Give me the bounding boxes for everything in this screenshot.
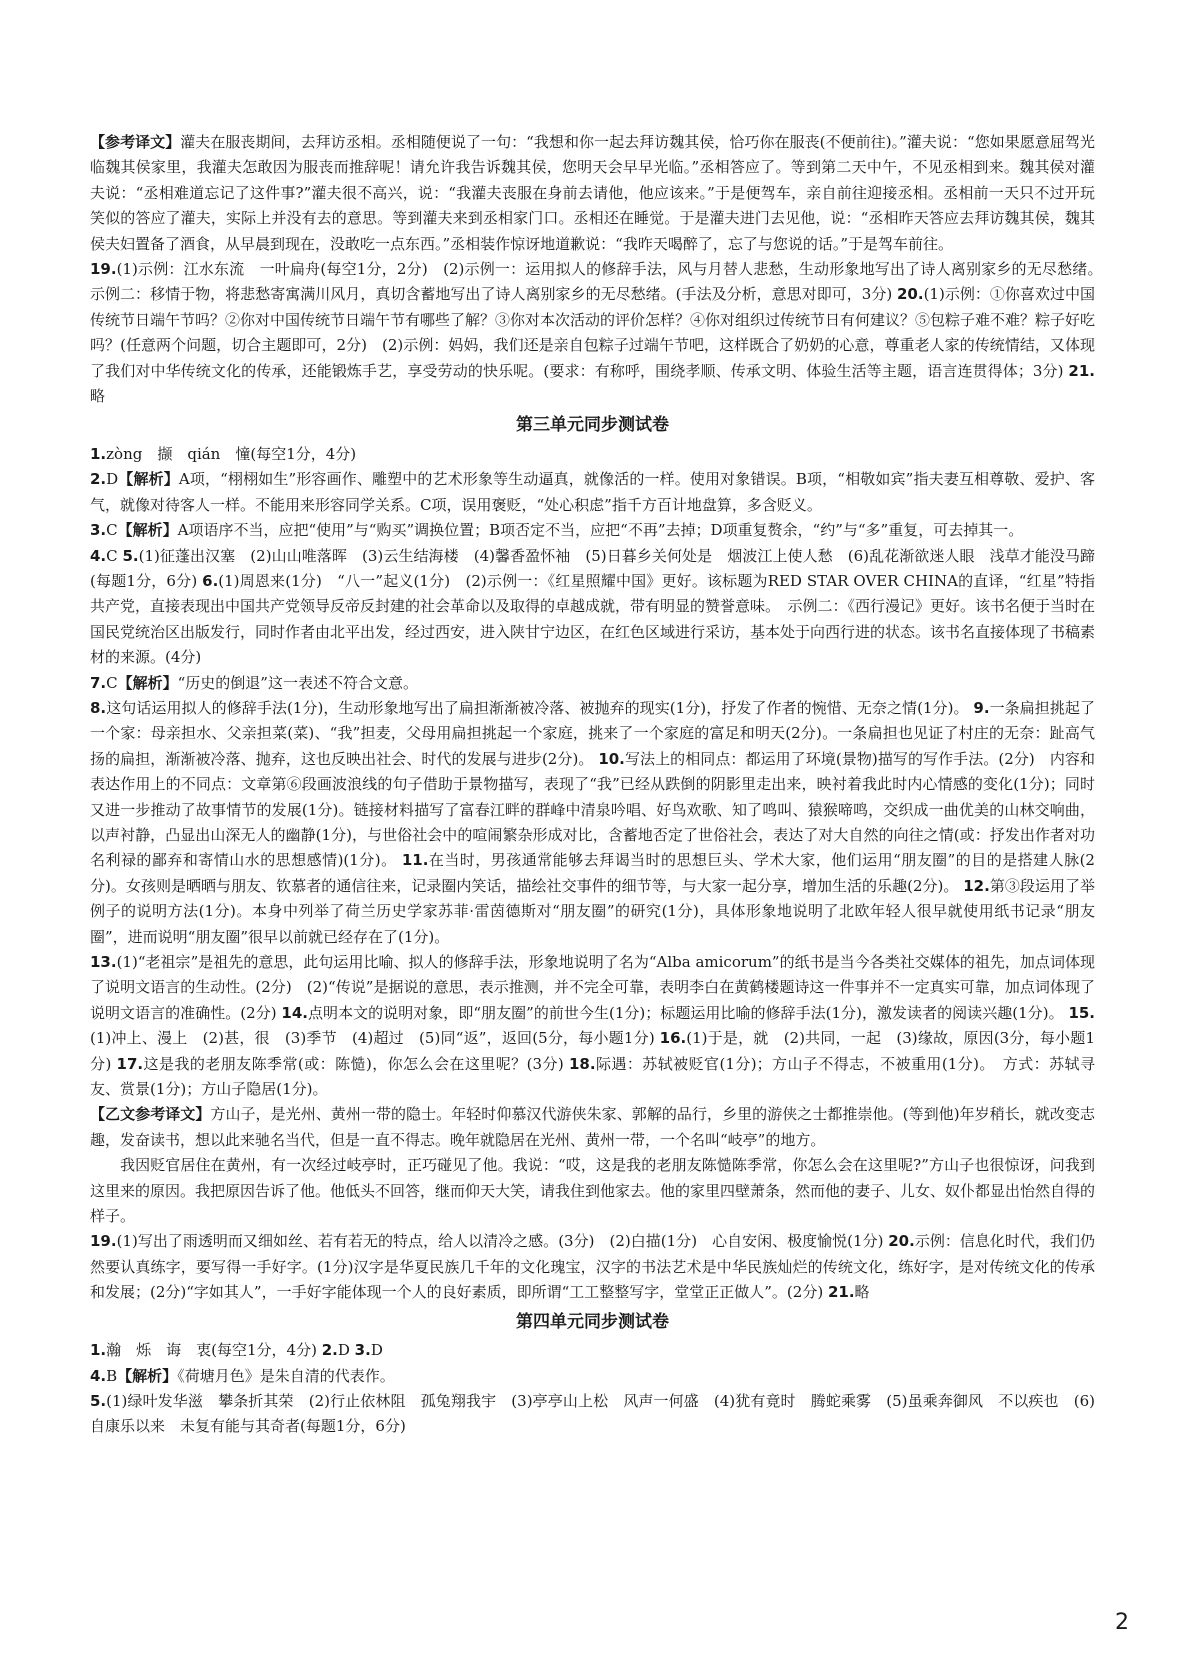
unit3-q6-text: (1)周恩来(1分) “八一”起义(1分) (2)示例一：《红星照耀中国》更好。该标题为RED STAR OVER CHINA的直译，“红星”特指共产党，直接表现出中国共产党领导反帝反封建的社会革命以及取得的卓越成就，带有明显的赞誉意味。 示例二：《西行漫记》更好。该书名便于当时在国民党统治区出版发行，同时作者由北平出发，经过西安，进入陕甘宁边区，在红色区域进行采访，基本处于向西行进的状态。该书名直接体现了书稿素材的来源。(4分) xyxy=(90,571,1096,667)
unit3-q3-tag: 【解析】 xyxy=(117,521,178,540)
unit3-q5-text: (1)征蓬出汉塞 (2)山山唯落晖 (3)云生结海楼 (4)馨香盈怀袖 (5)日暮乡关何处是 烟波江上使人愁 (6)乱花渐欲迷人眼 浅草才能没马蹄(每题1分，6分) xyxy=(90,546,1095,590)
unit4-q1-3 xyxy=(90,1338,1095,1363)
unit3-q15-text: (1)冲上、漫上 (2)甚，很 (3)季节 (4)超过 (5)同“返”，返回(5分，每小题1分) xyxy=(90,1029,655,1048)
unit3-q1-num: 1. xyxy=(90,444,107,463)
unit3-q2-num: 2. xyxy=(90,470,107,489)
unit4-q4-tag: 【解析】 xyxy=(117,1366,178,1385)
unit4-title: 第四单元同步测试卷 xyxy=(516,1311,669,1332)
unit3-q13-18 xyxy=(90,950,1095,1102)
yiwen-paragraph-2 xyxy=(90,1153,1095,1229)
unit3-q2-text: A项，“栩栩如生”形容画作、雕塑中的艺术形象等生动逼真，就像活的一样。使用对象错误。B项，“相敬如宾”指夫妻互相尊敬、爱护、客气，就像对待客人一样。不能用来形容同学关系。C项，误用褒贬，“处心积虑”指千方百计地盘算，多含贬义。 xyxy=(90,470,1095,514)
unit3-q15-num: 15. xyxy=(1068,1003,1096,1022)
unit4-q2-text: D xyxy=(337,1341,350,1360)
unit3-q18-text: 际遇：苏轼被贬官(1分)；方山子不得志，不被重用(1分)。 方式：苏轼寻友、赏景(1分)；方山子隐居(1分)。 xyxy=(90,1054,1095,1099)
unit3-q3-num: 3. xyxy=(90,521,107,540)
unit3-q21-text: 略 xyxy=(854,1283,870,1302)
unit3-q16-num: 16. xyxy=(659,1029,687,1048)
translation-tag: 【参考译文】 xyxy=(90,133,181,151)
unit3-q3-text: A项语序不当，应把“使用”与“购买”调换位置；B项否定不当，应把“不再”去掉；D项重复赘余，“约”与“多”重复，可去掉其一。 xyxy=(177,521,1024,540)
unit4-q3-num: 3. xyxy=(354,1341,371,1360)
yiwen-p1: 方山子，是光州、黄州一带的隐士。年轻时仰慕汉代游侠朱家、郭解的品行，乡里的游侠之士都推崇他。(等到他)年岁稍长，就改变志趣，发奋读书，想以此来驰名当代，但是一直不得志。晚年就隐居在光州、黄州一带，一个名叫“岐亭”的地方。 xyxy=(90,1105,1095,1149)
unit3-q20-text: 示例：信息化时代，我们仍然要认真练字，要写得一手好字。(1分)汉字是华夏民族几千年的文化瑰宝，汉字的书法艺术是中华民族灿烂的传统文化，练好字，是对传统文化的传承和发展；(2分)“字如其人”，一手好字能体现一个人的良好素质，即所谓“工工整整写字，堂堂正正做人”。(2分) xyxy=(90,1232,1095,1302)
yiwen-tag: 【乙文参考译文】 xyxy=(90,1105,211,1124)
unit3-q4-text: C xyxy=(106,546,118,565)
q20-text: (1)示例：①你喜欢过中国传统节日端午节吗？②你对中国传统节日端午节有哪些了解？③你对本次活动的评价怎样？④你对组织过传统节日有何建议？⑤包粽子难不难？粽子好吃吗？(任意两个问题，切合主题即可，2分) (2)示例：妈妈，我们还是亲自包粽子过端午节吧，这样既合了奶奶的心意，尊重老人家的传统情结，又体现了我们对中华传统文化的传承，还能锻炼手艺，享受劳动的快乐呢。(要求：有称呼，围绕孝顺、传承文明、体验生活等主题，语言连贯得体；3分) xyxy=(90,285,1096,380)
unit3-q10-num: 10. xyxy=(598,749,625,768)
unit3-q3 xyxy=(90,518,1095,543)
unit3-q7-text: “历史的倒退”这一表述不符合文意。 xyxy=(177,673,418,692)
unit3-q2 xyxy=(90,467,1095,518)
translation-paragraph xyxy=(90,130,1095,257)
q21-text: 略 xyxy=(90,387,106,406)
yiwen-p2: 我因贬官居住在黄州，有一次经过岐亭时，正巧碰见了他。我说：“哎，这是我的老朋友陈慥陈季常，你怎么会在这里呢?”方山子也很惊讶，问我到这里来的原因。我把原因告诉了他。他低头不回答，继而仰天大笑，请我住到他家去。他的家里四壁萧条，然而他的妻子、儿女、奴仆都显出怡然自得的样子。 xyxy=(90,1156,1096,1226)
q20-num: 20. xyxy=(897,285,924,304)
unit4-q1-num: 1. xyxy=(90,1341,107,1360)
unit3-q8-text: 这句话运用拟人的修辞手法(1分)，生动形象地写出了扁担渐渐被冷落、被抛弃的现实(1分)，抒发了作者的惋惜、无奈之情(1分)。 xyxy=(106,698,969,717)
unit3-q12-num: 12. xyxy=(963,876,990,895)
unit4-q5-text: (1)绿叶发华滋 攀条折其荣 (2)行止依林阻 孤兔翔我宇 (3)亭亭山上松 风声一何盛 (4)犹有竟时 腾蛇乘雾 (5)虽乘奔御风 不以疾也 (6)自康乐以来 未复有能与其奇者(每题1分，6分) xyxy=(90,1391,1095,1436)
translation-text: 灌夫在服丧期间，去拜访丞相。丞相随便说了一句：“我想和你一起去拜访魏其侯，恰巧你在服丧(不便前往)。”灌夫说：“您如果愿意屈驾光临魏其侯家里，我灌夫怎敢因为服丧而推辞呢！请允许我告诉魏其侯，您明天会早早光临。”丞相答应了。等到第二天中午，不见丞相到来。魏其侯对灌夫说：“丞相难道忘记了这件事?”灌夫很不高兴，说：“我灌夫丧服在身前去请他，他应该来。”于是便驾车，亲自前往迎接丞相。丞相前一天只不过开玩笑似的答应了灌夫，实际上并没有去的意思。等到灌夫来到丞相家门口。丞相还在睡觉。于是灌夫进门去见他，说：“丞相昨天答应去拜访魏其侯，魏其侯夫妇置备了酒食，从早晨到现在，没敢吃一点东西。”丞相装作惊讶地道歉说：“我昨天喝醉了，忘了与您说的话。”于是驾车前往。 xyxy=(90,133,1095,253)
unit4-q5 xyxy=(90,1389,1095,1440)
unit3-q13-text: (1)“老祖宗”是祖先的意思，此句运用比喻、拟人的修辞手法，形象地说明了名为“Alba amicorum”的纸书是当今各类社交媒体的祖先，加点词体现了说明文语言的生动性。(2分) (2)“传说”是据说的意思，表示推测，并不完全可靠，表明李白在黄鹤楼题诗这一件事并不一定真实可靠，加点词体现了说明文语言的准确性。(2分) xyxy=(90,953,1095,1022)
unit3-q7-num: 7. xyxy=(90,673,107,692)
unit4-q1-text: 瀚 烁 诲 衷(每空1分，4分) xyxy=(106,1341,317,1360)
unit3-q16-text: (1)于是，就 (2)共同，一起 (3)缘故，原因(3分，每小题1分) xyxy=(90,1029,1095,1073)
unit3-q7-answer: C xyxy=(106,673,118,692)
answer-block-19-21 xyxy=(90,257,1111,409)
yiwen-paragraph-1 xyxy=(90,1102,1095,1153)
unit3-q12-text: 第③段运用了举例子的说明方法(1分)。本身中列举了荷兰历史学家苏菲·雷茵德斯对“朋友圈”的研究(1分)，具体形象地说明了北欧年轻人很早就使用纸书记录“朋友圈”，进而说明“朋友圈”很早以前就已经存在了(1分)。 xyxy=(90,876,1095,946)
unit4-q4-answer: B xyxy=(106,1366,118,1385)
unit3-q3-answer: C xyxy=(106,521,118,540)
unit3-q8-13 xyxy=(90,696,1095,950)
unit3-q18-num: 18. xyxy=(568,1054,596,1073)
unit3-q9-text: 一条扁担挑起了一个家：母亲担水、父亲担菜(菜)、“我”担麦，父母用扁担挑起一个家庭，挑来了一个家庭的富足和明天(2分)。一条扁担也见证了村庄的无奈：趾高气扬的扁担，渐渐被冷落、抛弃，这也反映出社会、时代的发展与进步(2分)。 xyxy=(90,698,1095,768)
unit3-q7-tag: 【解析】 xyxy=(117,673,178,692)
unit3-q20-num: 20. xyxy=(888,1232,915,1251)
unit3-q2-answer: D xyxy=(106,470,119,489)
unit3-q1 xyxy=(90,442,1095,467)
unit4-q4-text: 《荷塘月色》是朱自清的代表作。 xyxy=(177,1366,395,1385)
unit3-q7 xyxy=(90,671,1095,696)
unit4-q3-text: D xyxy=(370,1341,383,1360)
unit3-q19-21 xyxy=(90,1229,1095,1305)
unit3-q10-text: 写法上的相同点：都运用了环境(景物)描写的写作手法。(2分) 内容和表达作用上的不同点：文章第⑥段画波浪线的句子借助于景物描写，表现了“我”已经从跌倒的阴影里走出来，映衬着我此时内心情感的变化(1分)；同时又进一步推动了故事情节的发展(1分)。链接材料描写了富春江畔的群峰中清泉吟唱、好鸟欢歌、知了鸣叫、猿猴啼鸣，交织成一曲优美的山林交响曲，以声衬静，凸显出山深无人的幽静(1分)，与世俗社会中的喧闹繁杂形成对比，含蓄地否定了世俗社会，表达了对大自然的向往之情(或：抒发出作者对功名利禄的鄙弃和寄情山水的思想感情)(1分)。 xyxy=(90,749,1095,870)
answer-page xyxy=(90,130,1111,1440)
unit3-q2-tag: 【解析】 xyxy=(118,470,179,489)
unit3-q14-num: 14. xyxy=(281,1003,308,1022)
unit3-q4-6 xyxy=(90,544,1095,671)
q19-num: 19. xyxy=(90,260,117,279)
unit3-q21-num: 21. xyxy=(827,1283,855,1302)
unit3-q11-text: 在当时，男孩通常能够去拜谒当时的思想巨头、学术大家，他们运用“朋友圈”的目的是搭建人脉(2分)。女孩则是晒晒与朋友、钦慕者的通信往来，记录圈内笑话，描绘社交事件的细节等，与大家一起分享，增加生活的乐趣(2分)。 xyxy=(90,851,1095,895)
unit3-q1-text: zòng 撷 qián 憧(每空1分，4分) xyxy=(106,444,357,463)
unit4-q5-num: 5. xyxy=(90,1391,107,1410)
unit3-q13-num: 13. xyxy=(90,953,117,971)
unit4-q4 xyxy=(90,1364,1095,1389)
unit4-q4-num: 4. xyxy=(90,1366,107,1385)
page-number: 2 xyxy=(1115,1610,1129,1635)
q21-num: 21. xyxy=(1068,361,1095,380)
unit3-q5-num: 5. xyxy=(122,546,139,565)
unit4-q2-num: 2. xyxy=(321,1341,338,1360)
unit3-q6-num: 6. xyxy=(202,571,219,590)
unit3-q11-num: 11. xyxy=(401,851,429,870)
q19-text: (1)示例：江水东流 一叶扁舟(每空1分，2分) (2)示例一：运用拟人的修辞手法，风与月替人悲愁，生动形象地写出了诗人离别家乡的无尽愁绪。 示例二：移情于物，将悲愁寄寓满川风月，真切含蓄地写出了诗人离别家乡的无尽愁绪。(手法及分析，意思对即可，3分) xyxy=(90,260,1111,304)
unit3-q19-text: (1)写出了雨透明而又细如丝、若有若无的特点，给人以清冷之感。(3分) (2)白描(1分) 心自安闲、极度愉悦(1分) xyxy=(116,1232,884,1251)
unit3-q8-num: 8. xyxy=(90,698,107,717)
unit3-q19-num: 19. xyxy=(90,1232,117,1251)
unit3-q4-num: 4. xyxy=(90,546,107,565)
unit3-q17-num: 17. xyxy=(116,1054,144,1073)
unit3-q14-text: 点明本文的说明对象，即“朋友圈”的前世今生(1分)；标题运用比喻的修辞手法(1分)，激发读者的阅读兴趣(1分)。 xyxy=(308,1003,1064,1022)
unit3-title: 第三单元同步测试卷 xyxy=(516,415,669,436)
unit3-q9-num: 9. xyxy=(973,698,990,717)
unit3-q17-text: 这是我的老朋友陈季常(或：陈慥)，你怎么会在这里呢？(3分) xyxy=(143,1054,564,1073)
